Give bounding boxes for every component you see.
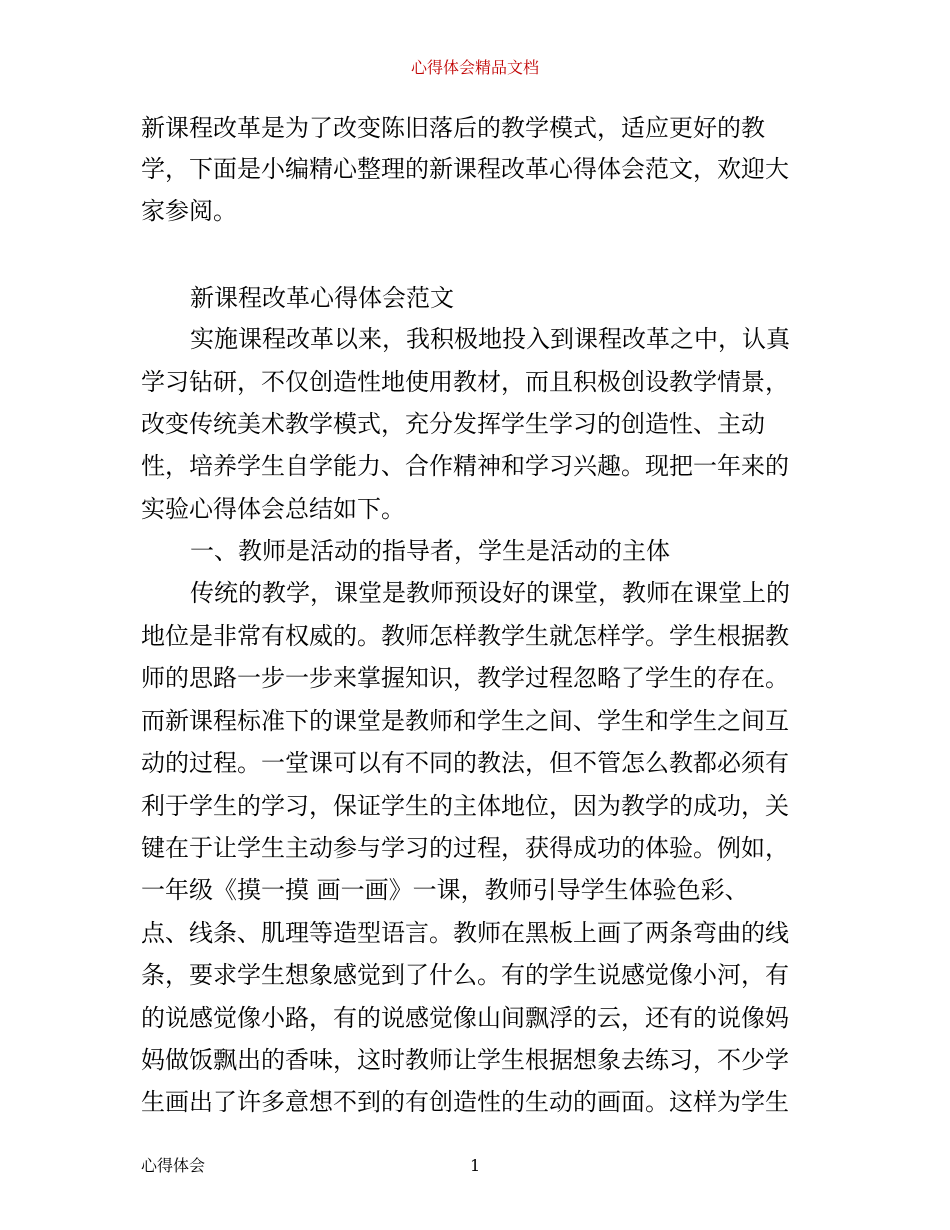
body-line: 一年级《摸一摸 画一画》一课，教师引导学生体验色彩、 [141,876,749,904]
footer-label: 心得体会 [141,1156,206,1175]
section-title: 新课程改革心得体会范文 [190,284,454,312]
body-line: 学，下面是小编精心整理的新课程改革心得体会范文，欢迎大 [141,155,789,183]
body-line: 家参阅。 [141,197,237,225]
body-line: 点、线条、肌理等造型语言。教师在黑板上画了两条弯曲的线 [141,919,789,947]
body-line: 地位是非常有权威的。教师怎样教学生就怎样学。学生根据教 [141,622,789,650]
body-line: 性，培养学生自学能力、合作精神和学习兴趣。现把一年来的 [141,452,789,480]
body-line: 而新课程标准下的课堂是教师和学生之间、学生和学生之间互 [141,707,789,735]
body-line: 动的过程。一堂课可以有不同的教法，但不管怎么教都必须有 [141,749,789,777]
body-line: 实验心得体会总结如下。 [141,495,405,523]
body-line: 师的思路一步一步来掌握知识，教学过程忽略了学生的存在。 [141,664,789,692]
body-line: 键在于让学生主动参与学习的过程，获得成功的体验。例如， [141,834,789,862]
body-line: 学习钻研，不仅创造性地使用教材，而且积极创设教学情景， [141,368,789,396]
page-header-title: 心得体会精品文档 [410,58,539,77]
subheading: 一、教师是活动的指导者，学生是活动的主体 [190,537,670,565]
body-line: 传统的教学，课堂是教师预设好的课堂，教师在课堂上的 [190,579,790,607]
body-line: 利于学生的学习，保证学生的主体地位，因为教学的成功，关 [141,792,789,820]
body-line: 实施课程改革以来，我积极地投入到课程改革之中，认真 [190,325,790,353]
body-line: 的说感觉像小路，有的说感觉像山间飘浮的云，还有的说像妈 [141,1004,789,1032]
body-line: 生画出了许多意想不到的有创造性的生动的画面。这样为学生 [141,1088,789,1116]
body-line: 新课程改革是为了改变陈旧落后的教学模式，适应更好的教 [141,114,765,142]
body-line: 妈做饭飘出的香味，这时教师让学生根据想象去练习，不少学 [141,1046,789,1074]
body-line: 改变传统美术教学模式，充分发挥学生学习的创造性、主动 [141,410,765,438]
body-line: 条，要求学生想象感觉到了什么。有的学生说感觉像小河，有 [141,961,789,989]
page-number: 1 [470,1156,481,1175]
